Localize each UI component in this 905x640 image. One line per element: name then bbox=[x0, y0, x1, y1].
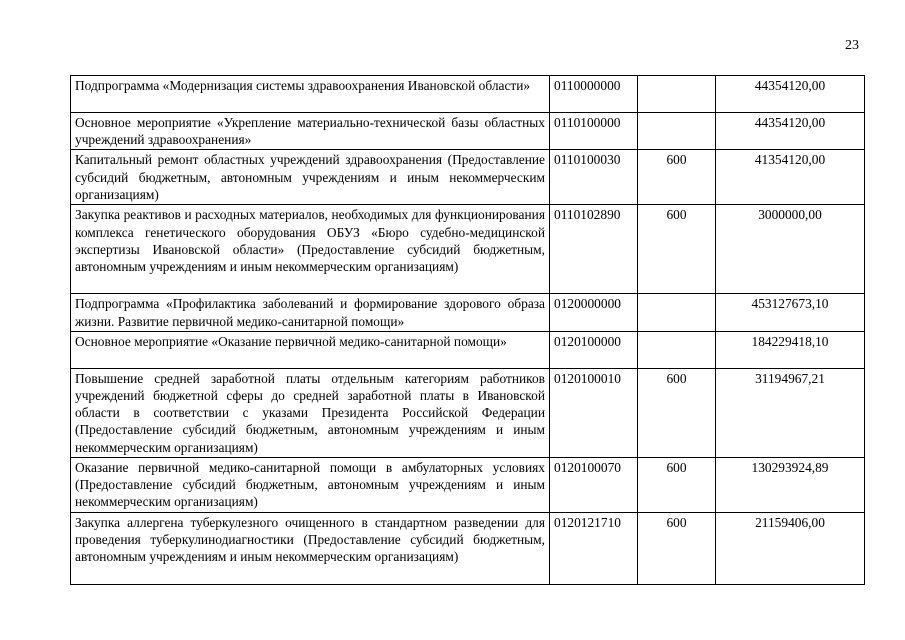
row-code: 0110100000 bbox=[550, 113, 638, 150]
row-kind: 600 bbox=[638, 368, 716, 457]
row-code: 0110000000 bbox=[550, 76, 638, 113]
row-name: Основное мероприятие «Оказание первичной медико-санитарной помощи» bbox=[71, 331, 550, 368]
row-kind: 600 bbox=[638, 205, 716, 294]
table-row bbox=[71, 76, 865, 113]
table-row bbox=[71, 457, 865, 512]
row-code: 0120100000 bbox=[550, 331, 638, 368]
table-row bbox=[71, 205, 865, 294]
row-code: 0120100070 bbox=[550, 457, 638, 512]
row-code: 0120100010 bbox=[550, 368, 638, 457]
table-row bbox=[71, 113, 865, 150]
row-name: Основное мероприятие «Укрепление материально-технической базы областных учреждений здравоохранения» bbox=[71, 113, 550, 150]
row-name: Оказание первичной медико-санитарной помощи в амбулаторных условиях (Предоставление субсидий бюджетным, автономным учреждениям и иным некоммерческим организациям) bbox=[71, 457, 550, 512]
table-row bbox=[71, 331, 865, 368]
row-kind bbox=[638, 294, 716, 331]
row-name: Закупка реактивов и расходных материалов, необходимых для функционирования комплекса генетического оборудования ОБУЗ «Бюро судебно-медицинской экспертизы Ивановской области» (Предоставление субсидий бюджетным, автономным учреждениям и иным некоммерческим организациям) bbox=[71, 205, 550, 294]
row-sum: 44354120,00 bbox=[716, 113, 865, 150]
budget-table bbox=[70, 75, 865, 585]
table-row bbox=[71, 512, 865, 584]
row-kind bbox=[638, 113, 716, 150]
row-name: Повышение средней заработной платы отдельным категориям работников учреждений бюджетной сферы до средней заработной платы в Ивановской области в соответствии с указами Президента Российской Федерации (Предоставление субсидий бюджетным, автономным учреждениям и иным некоммерческим организациям) bbox=[71, 368, 550, 457]
row-sum: 453127673,10 bbox=[716, 294, 865, 331]
row-sum: 41354120,00 bbox=[716, 150, 865, 205]
row-code: 0110100030 bbox=[550, 150, 638, 205]
row-name: Закупка аллергена туберкулезного очищенного в стандартном разведении для проведения туберкулинодиагностики (Предоставление субсидий бюджетным, автономным учреждениям и иным некоммерческим организациям) bbox=[71, 512, 550, 584]
row-sum: 3000000,00 bbox=[716, 205, 865, 294]
row-code: 0110102890 bbox=[550, 205, 638, 294]
row-kind: 600 bbox=[638, 150, 716, 205]
row-name: Подпрограмма «Модернизация системы здравоохранения Ивановской области» bbox=[71, 76, 550, 113]
row-sum: 21159406,00 bbox=[716, 512, 865, 584]
table-row bbox=[71, 368, 865, 457]
row-sum: 130293924,89 bbox=[716, 457, 865, 512]
table-row bbox=[71, 150, 865, 205]
row-code: 0120000000 bbox=[550, 294, 638, 331]
table-row bbox=[71, 294, 865, 331]
row-kind bbox=[638, 331, 716, 368]
page-number: 23 bbox=[845, 38, 859, 53]
row-kind: 600 bbox=[638, 512, 716, 584]
row-sum: 184229418,10 bbox=[716, 331, 865, 368]
row-name: Подпрограмма «Профилактика заболеваний и формирование здорового образа жизни. Развитие первичной медико-санитарной помощи» bbox=[71, 294, 550, 331]
row-kind bbox=[638, 76, 716, 113]
row-name: Капитальный ремонт областных учреждений здравоохранения (Предоставление субсидий бюджетным, автономным учреждениям и иным некоммерческим организациям) bbox=[71, 150, 550, 205]
row-sum: 44354120,00 bbox=[716, 76, 865, 113]
row-sum: 31194967,21 bbox=[716, 368, 865, 457]
row-kind: 600 bbox=[638, 457, 716, 512]
row-code: 0120121710 bbox=[550, 512, 638, 584]
